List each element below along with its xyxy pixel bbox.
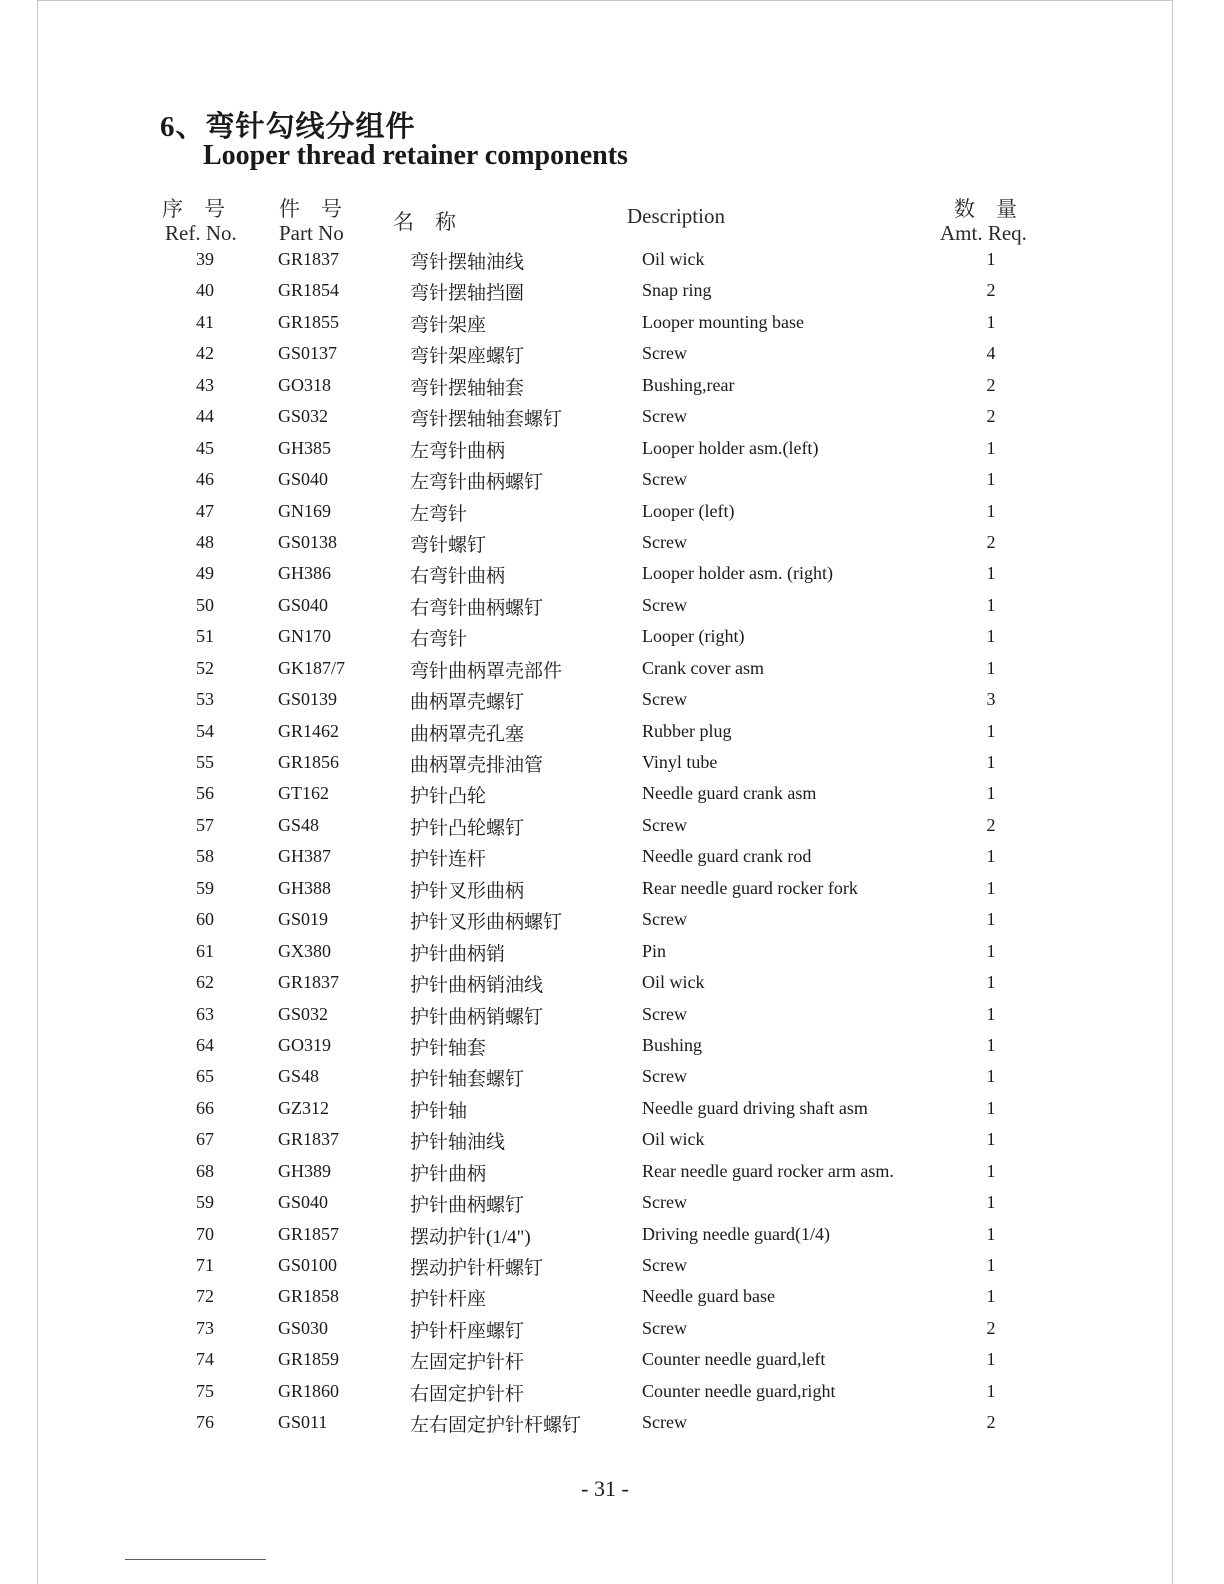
quantity-cell: 1	[986, 1349, 996, 1370]
table-row	[0, 1125, 1224, 1156]
ref-number-cell: 72	[196, 1286, 214, 1307]
part-number-cell: GS0138	[278, 531, 338, 552]
table-row	[0, 245, 1224, 276]
part-number-cell: GS011	[278, 1412, 328, 1433]
description-cell: Oil wick	[642, 249, 705, 269]
chinese-name-cell: 左弯针曲柄	[410, 440, 506, 462]
table-row	[0, 1282, 1224, 1313]
table-row	[0, 685, 1224, 716]
ref-number-cell: 70	[196, 1223, 214, 1244]
description-cell: Rubber plug	[642, 720, 732, 741]
quantity-cell: 1	[986, 1255, 996, 1275]
quantity-cell: 1	[986, 626, 996, 647]
description-cell: Needle guard base	[642, 1286, 775, 1307]
chinese-name-cell: 护针曲柄销油线	[410, 975, 544, 997]
table-row	[0, 748, 1224, 779]
table-row	[0, 339, 1224, 370]
ref-number-cell: 60	[196, 909, 214, 930]
chinese-name-cell: 右固定护针杆	[410, 1383, 525, 1405]
part-number-cell: GN169	[278, 500, 331, 521]
part-number-cell: GS019	[278, 909, 329, 930]
quantity-cell: 1	[986, 877, 996, 898]
quantity-cell: 2	[986, 406, 996, 427]
part-number-cell: GS0137	[278, 343, 338, 364]
part-number-cell: GN170	[278, 626, 331, 647]
chinese-name-cell: 左固定护针杆	[410, 1352, 525, 1374]
table-row	[0, 717, 1224, 748]
quantity-cell: 1	[986, 657, 996, 678]
part-number-cell: GR1860	[278, 1380, 340, 1401]
ref-number-cell: 64	[196, 1034, 214, 1055]
ref-number-cell: 57	[196, 814, 214, 835]
description-cell: Bushing,rear	[642, 374, 735, 395]
table-row	[0, 276, 1224, 307]
table-row	[0, 1408, 1224, 1439]
table-row	[0, 937, 1224, 968]
header-name-cn: 名 称	[393, 210, 456, 234]
part-number-cell: GS48	[278, 1066, 320, 1087]
ref-number-cell: 67	[196, 1129, 214, 1150]
table-row	[0, 308, 1224, 339]
part-number-cell: GH387	[278, 846, 331, 867]
table-row	[0, 559, 1224, 590]
ref-number-cell: 55	[196, 752, 214, 772]
chinese-name-cell: 护针曲柄	[410, 1163, 487, 1185]
chinese-name-cell: 护针曲柄销螺钉	[410, 1006, 544, 1028]
ref-number-cell: 68	[196, 1160, 214, 1181]
chinese-name-cell: 护针轴套	[410, 1037, 487, 1059]
quantity-cell: 1	[986, 783, 996, 804]
part-number-cell: GR1858	[278, 1286, 340, 1307]
description-cell: Needle guard crank rod	[642, 846, 812, 867]
quantity-cell: 1	[986, 1192, 996, 1213]
table-row	[0, 371, 1224, 402]
chinese-name-cell: 弯针摆轴轴套螺钉	[410, 409, 563, 431]
quantity-cell: 1	[986, 1129, 996, 1150]
description-cell: Screw	[642, 406, 687, 427]
table-row	[0, 842, 1224, 873]
part-number-cell: GS040	[278, 594, 329, 615]
chinese-name-cell: 护针凸轮螺钉	[410, 817, 525, 839]
description-cell: Needle guard driving shaft asm	[642, 1097, 868, 1118]
description-cell: Screw	[642, 1255, 687, 1275]
header-part-cn: 件 号	[279, 197, 342, 221]
ref-number-cell: 61	[196, 940, 214, 961]
table-row	[0, 968, 1224, 999]
part-number-cell: GS0100	[278, 1255, 338, 1275]
chinese-name-cell: 护针轴	[410, 1100, 468, 1122]
ref-number-cell: 42	[196, 343, 214, 364]
quantity-cell: 1	[986, 972, 996, 993]
quantity-cell: 1	[986, 940, 996, 961]
part-number-cell: GO318	[278, 374, 331, 395]
ref-number-cell: 59	[196, 1192, 214, 1213]
ref-number-cell: 66	[196, 1097, 214, 1118]
parts-table	[0, 245, 1224, 1440]
part-number-cell: GR1837	[278, 249, 340, 269]
quantity-cell: 2	[986, 814, 996, 835]
description-cell: Oil wick	[642, 972, 705, 993]
part-number-cell: GS040	[278, 469, 329, 490]
chinese-name-cell: 左弯针曲柄螺钉	[410, 472, 544, 494]
part-number-cell: GS040	[278, 1192, 329, 1213]
chinese-name-cell: 护针叉形曲柄螺钉	[410, 912, 563, 934]
table-row	[0, 1157, 1224, 1188]
part-number-cell: GH388	[278, 877, 331, 898]
table-row	[0, 1220, 1224, 1251]
chinese-name-cell: 右弯针曲柄	[410, 566, 506, 588]
description-cell: Looper holder asm.(left)	[642, 437, 819, 458]
quantity-cell: 1	[986, 1286, 996, 1307]
header-qty-cn: 数 量	[954, 197, 1017, 221]
part-number-cell: GS0139	[278, 689, 338, 710]
description-cell: Counter needle guard,right	[642, 1380, 836, 1401]
chinese-name-cell: 摆动护针杆螺钉	[410, 1258, 544, 1279]
description-cell: Screw	[642, 909, 687, 930]
chinese-name-cell: 护针曲柄螺钉	[410, 1195, 525, 1217]
header-ref-en: Ref. No.	[165, 221, 237, 245]
ref-number-cell: 41	[196, 311, 214, 332]
quantity-cell: 1	[986, 1223, 996, 1244]
description-cell: Screw	[642, 531, 687, 552]
quantity-cell: 1	[986, 909, 996, 930]
quantity-cell: 1	[986, 1380, 996, 1401]
table-row	[0, 1094, 1224, 1125]
description-cell: Screw	[642, 1192, 687, 1213]
description-cell: Pin	[642, 940, 667, 961]
table-row	[0, 1251, 1224, 1282]
chinese-name-cell: 左弯针	[410, 503, 468, 525]
section-title-en: Looper thread retainer components	[203, 140, 628, 171]
ref-number-cell: 51	[196, 626, 214, 647]
description-cell: Screw	[642, 814, 687, 835]
chinese-name-cell: 曲柄罩壳螺钉	[410, 692, 525, 714]
ref-number-cell: 43	[196, 374, 214, 395]
header-qty-en: Amt. Req.	[940, 221, 1027, 245]
chinese-name-cell: 曲柄罩壳排油管	[410, 755, 544, 776]
part-number-cell: GR1462	[278, 720, 340, 741]
ref-number-cell: 47	[196, 500, 214, 521]
table-row	[0, 1031, 1224, 1062]
part-number-cell: GS030	[278, 1317, 329, 1338]
quantity-cell: 1	[986, 846, 996, 867]
ref-number-cell: 52	[196, 657, 214, 678]
table-row	[0, 1000, 1224, 1031]
ref-number-cell: 49	[196, 563, 214, 584]
chinese-name-cell: 护针杆座	[410, 1289, 487, 1311]
description-cell: Screw	[642, 469, 687, 490]
part-number-cell: GO319	[278, 1034, 331, 1055]
quantity-cell: 2	[986, 374, 996, 395]
table-row	[0, 874, 1224, 905]
part-number-cell: GR1859	[278, 1349, 340, 1370]
table-row	[0, 1062, 1224, 1093]
chinese-name-cell: 弯针架座	[410, 314, 487, 336]
part-number-cell: GR1857	[278, 1223, 340, 1244]
part-number-cell: GR1854	[278, 280, 340, 301]
description-cell: Looper (left)	[642, 500, 735, 521]
ref-number-cell: 40	[196, 280, 214, 301]
description-cell: Looper holder asm. (right)	[642, 563, 833, 584]
ref-number-cell: 75	[196, 1380, 214, 1401]
description-cell: Screw	[642, 1003, 687, 1024]
description-cell: Rear needle guard rocker arm asm.	[642, 1160, 894, 1181]
link-underline	[125, 1559, 266, 1560]
part-number-cell: GT162	[278, 783, 329, 804]
quantity-cell: 1	[986, 594, 996, 615]
quantity-cell: 1	[986, 469, 996, 490]
quantity-cell: 4	[986, 343, 996, 364]
quantity-cell: 1	[986, 249, 996, 269]
description-cell: Looper (right)	[642, 626, 745, 647]
table-row	[0, 622, 1224, 653]
quantity-cell: 1	[986, 720, 996, 741]
description-cell: Counter needle guard,left	[642, 1349, 826, 1370]
quantity-cell: 1	[986, 1003, 996, 1024]
chinese-name-cell: 弯针架座螺钉	[410, 346, 525, 368]
quantity-cell: 3	[986, 689, 996, 710]
description-cell: Bushing	[642, 1034, 703, 1055]
chinese-name-cell: 护针凸轮	[410, 786, 487, 808]
quantity-cell: 1	[986, 1066, 996, 1087]
description-cell: Crank cover asm	[642, 657, 764, 678]
table-row	[0, 1314, 1224, 1345]
table-row	[0, 465, 1224, 496]
description-cell: Needle guard crank asm	[642, 783, 817, 804]
quantity-cell: 1	[986, 1097, 996, 1118]
chinese-name-cell: 左右固定护针杆螺钉	[410, 1415, 582, 1437]
quantity-cell: 1	[986, 1160, 996, 1181]
header-part-en: Part No	[279, 221, 344, 245]
table-row	[0, 1377, 1224, 1408]
quantity-cell: 1	[986, 311, 996, 332]
part-number-cell: GX380	[278, 940, 331, 961]
description-cell: Screw	[642, 689, 687, 710]
ref-number-cell: 74	[196, 1349, 214, 1370]
table-row	[0, 905, 1224, 936]
chinese-name-cell: 弯针摆轴挡圈	[410, 283, 525, 305]
quantity-cell: 1	[986, 437, 996, 458]
ref-number-cell: 48	[196, 531, 214, 552]
table-row	[0, 497, 1224, 528]
chinese-name-cell: 曲柄罩壳孔塞	[410, 723, 525, 745]
quantity-cell: 2	[986, 531, 996, 552]
page-number: - 31 -	[581, 1476, 629, 1501]
chinese-name-cell: 护针轴油线	[410, 1132, 506, 1154]
description-cell: Looper mounting base	[642, 311, 804, 332]
table-row	[0, 654, 1224, 685]
description-cell: Oil wick	[642, 1129, 705, 1150]
table-row	[0, 1188, 1224, 1219]
chinese-name-cell: 护针叉形曲柄	[410, 880, 525, 902]
ref-number-cell: 45	[196, 437, 214, 458]
table-row	[0, 434, 1224, 465]
table-row	[0, 528, 1224, 559]
description-cell: Screw	[642, 1412, 687, 1433]
chinese-name-cell: 护针轴套螺钉	[410, 1069, 525, 1091]
table-row	[0, 779, 1224, 810]
part-number-cell: GS032	[278, 406, 329, 427]
ref-number-cell: 39	[196, 249, 214, 269]
description-cell: Snap ring	[642, 280, 712, 301]
chinese-name-cell: 右弯针	[410, 629, 468, 651]
quantity-cell: 1	[986, 500, 996, 521]
chinese-name-cell: 护针曲柄销	[410, 943, 506, 965]
chinese-name-cell: 护针杆座螺钉	[410, 1320, 525, 1342]
ref-number-cell: 63	[196, 1003, 214, 1024]
ref-number-cell: 53	[196, 689, 214, 710]
part-number-cell: GS48	[278, 814, 320, 835]
ref-number-cell: 54	[196, 720, 214, 741]
ref-number-cell: 50	[196, 594, 214, 615]
section-title-cn: 6、弯针勾线分组件	[160, 111, 416, 143]
ref-number-cell: 65	[196, 1066, 214, 1087]
part-number-cell: GH385	[278, 437, 331, 458]
part-number-cell: GR1837	[278, 1129, 340, 1150]
part-number-cell: GS032	[278, 1003, 329, 1024]
description-cell: Screw	[642, 1066, 687, 1087]
description-cell: Screw	[642, 343, 687, 364]
ref-number-cell: 71	[196, 1255, 214, 1275]
table-row	[0, 1345, 1224, 1376]
table-row	[0, 402, 1224, 433]
ref-number-cell: 76	[196, 1412, 214, 1433]
ref-number-cell: 73	[196, 1317, 214, 1338]
part-number-cell: GZ312	[278, 1097, 329, 1118]
table-row	[0, 811, 1224, 842]
ref-number-cell: 62	[196, 972, 214, 993]
chinese-name-cell: 右弯针曲柄螺钉	[410, 597, 544, 619]
chinese-name-cell: 弯针螺钉	[410, 534, 487, 556]
ref-number-cell: 59	[196, 877, 214, 898]
chinese-name-cell: 弯针曲柄罩壳部件	[410, 660, 563, 682]
part-number-cell: GH386	[278, 563, 331, 584]
chinese-name-cell: 护针连杆	[410, 849, 487, 871]
ref-number-cell: 44	[196, 406, 214, 427]
description-cell: Rear needle guard rocker fork	[642, 877, 858, 898]
ref-number-cell: 58	[196, 846, 214, 867]
chinese-name-cell: 摆动护针(1/4")	[410, 1226, 531, 1248]
description-cell: Driving needle guard(1/4)	[642, 1223, 830, 1244]
part-number-cell: GR1855	[278, 311, 340, 332]
description-cell: Screw	[642, 594, 687, 615]
description-cell: Screw	[642, 1317, 687, 1338]
quantity-cell: 1	[986, 1034, 996, 1055]
quantity-cell: 2	[986, 1412, 996, 1433]
description-cell: Vinyl tube	[642, 752, 718, 772]
chinese-name-cell: 弯针摆轴油线	[410, 252, 525, 273]
ref-number-cell: 46	[196, 469, 214, 490]
part-number-cell: GK187/7	[278, 657, 345, 678]
quantity-cell: 1	[986, 563, 996, 584]
quantity-cell: 2	[986, 1317, 996, 1338]
chinese-name-cell: 弯针摆轴轴套	[410, 377, 525, 399]
part-number-cell: GR1856	[278, 752, 340, 772]
part-number-cell: GR1837	[278, 972, 340, 993]
header-ref-cn: 序 号	[162, 197, 225, 221]
table-row	[0, 591, 1224, 622]
quantity-cell: 2	[986, 280, 996, 301]
header-description: Description	[627, 204, 725, 228]
ref-number-cell: 56	[196, 783, 214, 804]
quantity-cell: 1	[986, 752, 996, 772]
part-number-cell: GH389	[278, 1160, 331, 1181]
